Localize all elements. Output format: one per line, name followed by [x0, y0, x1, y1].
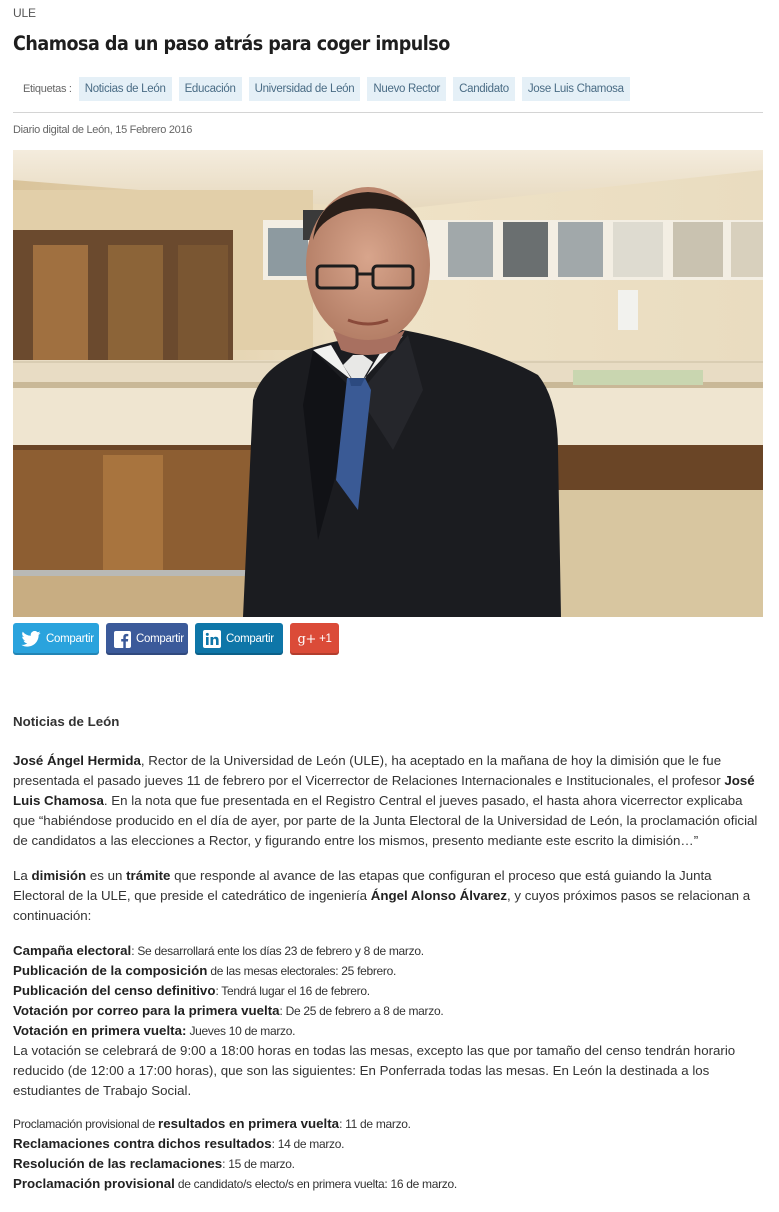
schedule-list [13, 941, 765, 1101]
divider [13, 112, 763, 113]
article-photo [13, 150, 763, 617]
tag-educacion[interactable]: Educación [179, 77, 242, 101]
twitter-icon [21, 631, 41, 647]
schedule-item [13, 941, 765, 961]
google-plus-button[interactable] [290, 623, 339, 655]
schedule-text: de las mesas electorales: 25 febrero. [207, 964, 397, 978]
bold-text: José Luis Chamosa [13, 773, 755, 808]
dateline: Diario digital de León, 15 Febrero 2016 [13, 124, 193, 136]
results-item [13, 1174, 765, 1194]
share-bar [13, 623, 339, 655]
paragraph-1 [13, 751, 765, 851]
bold-text: dimisión [31, 868, 87, 883]
schedule-label: Campaña electoral [13, 943, 132, 958]
bold-text: José Ángel Hermida [13, 753, 141, 768]
schedule-text: : Se desarrollará ente los días 23 de febrero y 8 de marzo. [131, 944, 424, 958]
paragraph-text: . En la nota que fue presentada en el Registro Central el jueves pasado, el hasta ahora vicerrector explicaba que “habiéndose producido en el día de ayer, por parte de la Junta Electoral de la Universidad de León, la proclamación oficial de candidatos a las elecciones a Rector, y figurando entre los mismos, presento mediante este escrito la dimisión…” [13, 793, 758, 848]
schedule-item [13, 981, 765, 1001]
results-item [13, 1114, 765, 1134]
twitter-share-button[interactable] [13, 623, 99, 655]
results-label: resultados en primera vuelta [158, 1116, 340, 1131]
facebook-icon [114, 631, 131, 648]
schedule-text: : Tendrá lugar el 16 de febrero. [215, 984, 370, 998]
results-text: Proclamación provisional de [13, 1117, 159, 1131]
results-text: de candidato/s electo/s en primera vuelta: 16 de marzo. [174, 1177, 457, 1191]
results-text: : 14 de marzo. [271, 1137, 345, 1151]
schedule-label: Publicación de la composición [13, 963, 208, 978]
tag-universidad-de-leon[interactable]: Universidad de León [249, 77, 361, 101]
tag-list [23, 77, 630, 101]
schedule-label: Votación en primera vuelta: [13, 1023, 187, 1038]
linkedin-share-button[interactable] [195, 623, 283, 655]
bold-text: trámite [126, 868, 171, 883]
results-item [13, 1134, 765, 1154]
bold-text: Ángel Alonso Álvarez [370, 888, 507, 903]
paragraph-text: , y cuyos próximos pasos se relacionan a continuación: [13, 888, 751, 923]
page-title: Chamosa da un paso atrás para coger impulso [13, 32, 450, 55]
results-label: Proclamación provisional [13, 1176, 175, 1191]
facebook-share-button[interactable] [106, 623, 188, 655]
tags-label: Etiquetas : [23, 83, 72, 95]
linkedin-share-label: Compartir [226, 633, 274, 645]
article-body [13, 712, 765, 1194]
results-text: : 15 de marzo. [222, 1157, 295, 1171]
twitter-share-label: Compartir [46, 633, 94, 645]
schedule-item [13, 1001, 765, 1021]
article-kicker[interactable]: Noticias de León [13, 714, 120, 729]
google-plus-icon: g+ [297, 631, 317, 647]
schedule-text: : De 25 de febrero a 8 de marzo. [279, 1004, 444, 1018]
paragraph-text: que responde al avance de las etapas que configuran el proceso que está guiando la Junta Electoral de la ULE, que preside el catedrático de ingeniería [13, 868, 712, 903]
paragraph-text: es un [86, 868, 127, 883]
schedule-label: Publicación del censo definitivo [13, 983, 216, 998]
tag-nuevo-rector[interactable]: Nuevo Rector [367, 77, 446, 101]
tag-candidato[interactable]: Candidato [453, 77, 515, 101]
schedule-label: Votación por correo para la primera vuelta [13, 1003, 280, 1018]
tag-noticias-de-leon[interactable]: Noticias de León [79, 77, 172, 101]
schedule-text: Jueves 10 de marzo. [186, 1024, 296, 1038]
section-label[interactable]: ULE [13, 6, 36, 20]
paragraph-2 [13, 866, 765, 926]
paragraph-text: La [13, 868, 32, 883]
results-list [13, 1114, 765, 1194]
results-text: : 11 de marzo. [339, 1117, 411, 1131]
portrait-illustration [13, 150, 763, 617]
facebook-share-label: Compartir [136, 633, 184, 645]
results-label: Resolución de las reclamaciones [13, 1156, 223, 1171]
schedule-item [13, 961, 765, 981]
results-label: Reclamaciones contra dichos resultados [13, 1136, 272, 1151]
paragraph-text: , Rector de la Universidad de León (ULE), ha aceptado en la mañana de hoy la dimisión que le fue presentada el pasado jueves 11 de febrero por el Vicerrector de Relaciones Internacionales e Institucionales, el profesor [13, 753, 725, 788]
tag-jose-luis-chamosa[interactable]: Jose Luis Chamosa [522, 77, 630, 101]
schedule-item [13, 1021, 765, 1041]
google-plus-label: +1 [319, 633, 332, 645]
linkedin-icon [203, 630, 221, 648]
results-item [13, 1154, 765, 1174]
voting-note: La votación se celebrará de 9:00 a 18:00 horas en todas las mesas, excepto las que por tamaño del censo tendrán horario reducido (de 12:00 a 17:00 horas), que son las siguientes: En Ponferrada todas las mesas. En León la destinada a los estudiantes de Trabajo Social. [13, 1043, 736, 1098]
